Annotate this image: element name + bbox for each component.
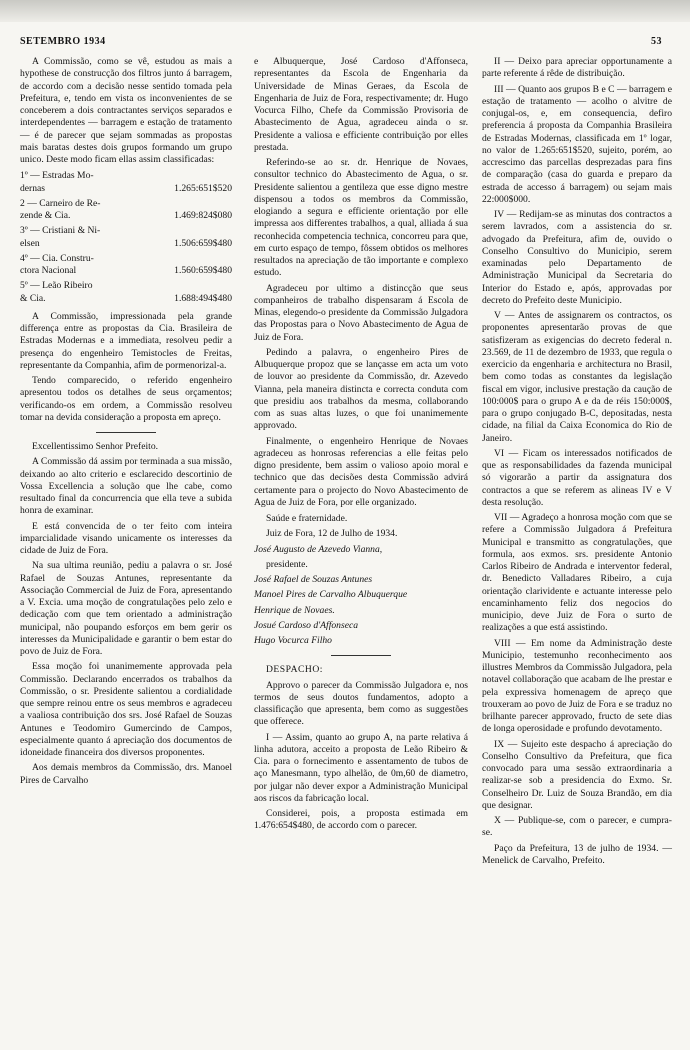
paragraph: Agradeceu por ultimo a distincção que seus companheiros de trabalho dispensaram á Escola de Minas, elegendo-o presidente da Commissão Julgadora das Propostas para o Novo Abastecimento de Agua de Juiz de Fora. [254,282,468,343]
bid-value: 1.469:824$080 [174,210,232,221]
paragraph: I — Assim, quanto ao grupo A, na parte relativa á linha adutora, acceito a proposta de Leão Ribeiro & Cia. para o fornecimento e assentamento de tubos de aço Manesmann, typo alhelão, de 0m,60 de diametro, por julgar não dever expor a Administração Municipal aos riscos da fabricação local. [254,731,468,804]
bidder-name-cont: elsen [20,237,40,249]
paragraph: A Commissão, como se vê, estudou as mais a hypothese de construcção dos filtros junto á barragem, de accordo com a decisão nesse sentido tomada pela Prefeitura, e, tendo em vista os inconvenientes de se conceberem a dois contractantes serviços separados e interdependentes — barragem e estação de tratamento — é de parecer que sejam sommadas as propostas mais baratas destes dois grupos formando um grupo unico. Deste modo ficam ellas assim classificadas: [20,56,232,165]
signatory: Josué Cardoso d'Affonseca [254,619,359,631]
table-row [20,198,232,223]
paragraph: VIII — Em nome da Administração deste Municipio, testemunho reconhecimento aos illustres Membros da Commissão Julgadora, pela notavel collaboração que acabam de lhe prestar e pela expressiva homenagem de apreço que trouxeram ao povo de Juiz de Fora e se traduz no brilhante parecer approvado, fructo de sete dias de longa operosidade e profundo devotamento. [482,637,672,735]
bid-value: 1.560:659$480 [174,265,232,276]
running-header-date: SETEMBRO 1934 [20,36,106,47]
bid-value: 1.688:494$480 [174,292,232,304]
paragraph: V — Antes de assignarem os contractos, os proponentes apresentarão provas de que satisfizeram as exigencias do decreto federal n. 23.569, de 11 de dezembro de 1933, que regula o exercicio da engenharia e architectura no Brasil, bem como todas as constantes da legislação fiscal em vigor, inclusive prestação da caução de 100:000$ para o grupo A e da de réis 150:000$, para o grupo conjugado B-C, depositadas, nesta cidade, na filial da Caixa Economica do Rio de Janeiro. [482,310,672,444]
table-row [20,280,232,305]
bidder-name-cont: ctora Nacional [20,265,77,276]
place-date: Juiz de Fora, 12 de Julho de 1934. [266,528,398,540]
despacho-heading: DESPACHO: [266,664,323,676]
bidder-name: 4º — Cia. Constru- [20,252,94,264]
paragraph: A Commissão, impressionada pela grande differença entre as propostas da Cia. Brasileira de Estradas Modernas e a immediata, resolveu pedir a presença do engenheiro Temistocles de Freitas, representante da Companhia, afim de pormenorizal-a. [20,310,232,371]
section-divider [96,432,156,433]
paragraph: Na sua ultima reunião, pediu a palavra o sr. José Rafael de Souzas Antunes, representante da Associação Commercial de Juiz de Fora, apresentando a V. Excia. uma moção de congratulações pelo zelo e dedicação com que tem orientado a administração municipal, não poupando esforços em bem gerir os interesses da Municipalidade e garantir o bem estar do povo de Juiz de Fora. [20,560,232,657]
bidder-name: 3º — Cristiani & Ni- [20,225,101,237]
paragraph: IV — Redijam-se as minutas dos contractos a serem lavrados, com a assistencia do sr. advogado da Prefeitura, afim de, ouvido o Conselho Consultivo do Municipio, serem examinadas pelo Departamento de Administração Municipal da Secretaria do Interior do Estado e, após, approvadas por decreto do Prefeito deste Municipio. [482,209,672,306]
bidder-name: 1º — Estradas Mo- [20,170,94,182]
signatory: Hugo Vocurca Filho [254,635,332,646]
bidder-name-cont: zende & Cia. [20,210,71,221]
president-role: presidente. [266,558,308,570]
table-row [20,225,232,250]
bidder-name-cont: & Cia. [20,292,46,304]
column-3 [482,56,672,870]
signatory: Manoel Pires de Carvalho Albuquerque [254,589,408,601]
paragraph: A Commissão dá assim por terminada a sua missão, deixando ao alto criterio e esclarecido descortinio de Vossa Excellencia a solução que lhe cabe, como resultado final da concurrencia que ella teve a subida honra de examinar. [20,456,232,517]
signature-line: Paço da Prefeitura, 13 de julho de 1934. — Menelick de Carvalho, Prefeito. [482,842,672,866]
signatory: Henrique de Novaes. [254,604,335,616]
bid-value: 1.265:651$520 [174,182,232,194]
paragraph: Referindo-se ao sr. dr. Henrique de Novaes, consultor technico do Abastecimento de Agua, o sr. Presidente salientou a gentileza que esse digno mestre dispensou a todos os membros da Commissão, elogiando a segura e efficiente orientação por elle impressa aos differentes trabalhos, a qual, alliada á sua reconhecida competencia technica, concorreu para que, em curto espaço de tempo, fôssem obtidos os melhores resultados na apreciação de tão importante e complexo estudo. [254,157,468,279]
paragraph: Approvo o parecer da Commissão Julgadora e, nos termos de seus doutos fundamentos, adopto a classificação que apresenta, bem como as suggestões que offerece. [254,679,468,728]
paragraph: III — Quanto aos grupos B e C — barragem e estação de tratamento — acolho o alvitre de conjugal-os, e, em consequencia, defiro preferencia á proposta da Companhia Brasileira de Estradas Modernas, classificada em 1º logar, no valor de 1.265:651$520, sujeito, porém, ao accrescimo das parcellas desprezadas para fins de comparação (casa do guarda e preparo da estrada de accesso á barragem) ou sejam mais 22:000$000. [482,83,672,205]
paragraph: Pedindo a palavra, o engenheiro Pires de Albuquerque propoz que se lançasse em acta um voto de louvor ao presidente da Commissão, dr. Azevedo Vianna, pela maneira distincta e correcta conduta com que presidiu aos trabalhos da mesma, collaborando com as suas altas luzes, o que foi unanimemente approvado. [254,346,468,432]
bidder-name: 2 — Carneiro de Re- [20,197,101,209]
paragraph: II — Deixo para apreciar opportunamente a parte referente á rêde de distribuição. [482,56,672,80]
paragraph: VI — Ficam os interessados notificados de que as responsabilidades da fazenda municipal só vigorarão a partir da assignatura dos contractos a que se referem as alineas IV e V desta resolução. [482,447,672,508]
classification-table [20,170,232,305]
table-row [20,253,232,278]
bidder-name: 5º — Leão Ribeiro [20,280,93,292]
column-1 [20,56,232,790]
paragraph: X — Publique-se, com o parecer, e cumpra-se. [482,815,672,839]
paragraph: Considerei, pois, a proposta estimada em 1.476:654$480, de accordo com o parecer. [254,808,468,832]
scan-edge [0,0,690,22]
bidder-name-cont: dernas [20,182,46,194]
paragraph: Aos demais membros da Commissão, drs. Manoel Pires de Carvalho [20,762,232,786]
paragraph: E está convencida de o ter feito com inteira imparcialidade visando unicamente os interesses da cidade de Juiz de Fora. [20,520,232,556]
table-row [20,170,232,195]
paragraph: Essa moção foi unanimemente approvada pela Commissão. Declarando encerrados os trabalhos da Commissão, o sr. Presidente salientou a cordialidade que sempre reinou entre os seus membros e agradeceu a vaaliosa contribuição dos srs. José Rafael de Souzas Antunes e Teodomiro Gumercindo de Campos, especialmente quanto á apreciação dos documentos de idoneidade financeira dos diversos proponentes. [20,661,232,758]
paragraph: Finalmente, o engenheiro Henrique de Novaes agradeceu as honrosas referencias a elle feitas pelo digno presidente, bem assim o valioso apoio moral e technico que das decisões desta Commissão advirá certamente para o projecto do Novo Abastecimento de Agua de Juiz de Fora, por elle organizado. [254,435,468,508]
paragraph: e Albuquerque, José Cardoso d'Affonseca, representantes da Escola de Engenharia da Universidade de Minas Geraes, da Escola de Engenharia de Juiz de Fora, respectivamente; dr. Hugo Vocurca Filho, Chefe da Commissão Provisoria de Abastecimento de Agua, agradeceu ainda o sr. Presidente a valiosa e efficiente contribuição por elles prestada. [254,56,468,153]
column-2 [254,56,468,836]
president-name: José Augusto de Azevedo Vianna, [254,543,383,555]
closing: Saúde e fraternidade. [266,513,348,524]
salutation: Excellentissimo Senhor Prefeito. [32,441,159,452]
bid-value: 1.506:659$480 [174,237,232,249]
page-number: 53 [651,36,662,47]
paragraph: VII — Agradeço a honrosa moção com que se refere a Commissão Julgadora á Prefeitura Municipal e transmitto as congratulações, que formula, aos exmos. srs. presidente Antonio Carlos Ribeiro de Andrada e interventor federal, dr. Benedicto Valladares Ribeiro, a cuja orientação clarividente e actuante interesse pelo encaminhamento feliz dos negocios do municipio, deve Juiz de Fora o surto de realizações a que está assistindo. [482,512,672,634]
paragraph: Tendo comparecido, o referido engenheiro apresentou todos os detalhes de seus orçamentos; verificando-os em ordem, a Commissão resolveu tomar na devida consideração a proposta em apreço. [20,375,232,423]
section-divider [331,655,391,656]
signatory: José Rafael de Souzas Antunes [254,574,373,585]
paragraph: IX — Sujeito este despacho á apreciação do Conselho Consultivo da Prefeitura, que fica convocado para uma sessão extraordinaria a realizar-se sob a presidencia do Exmo. Sr. Conselheiro Dr. Luiz de Souza Brandão, em dia que designar. [482,738,672,811]
